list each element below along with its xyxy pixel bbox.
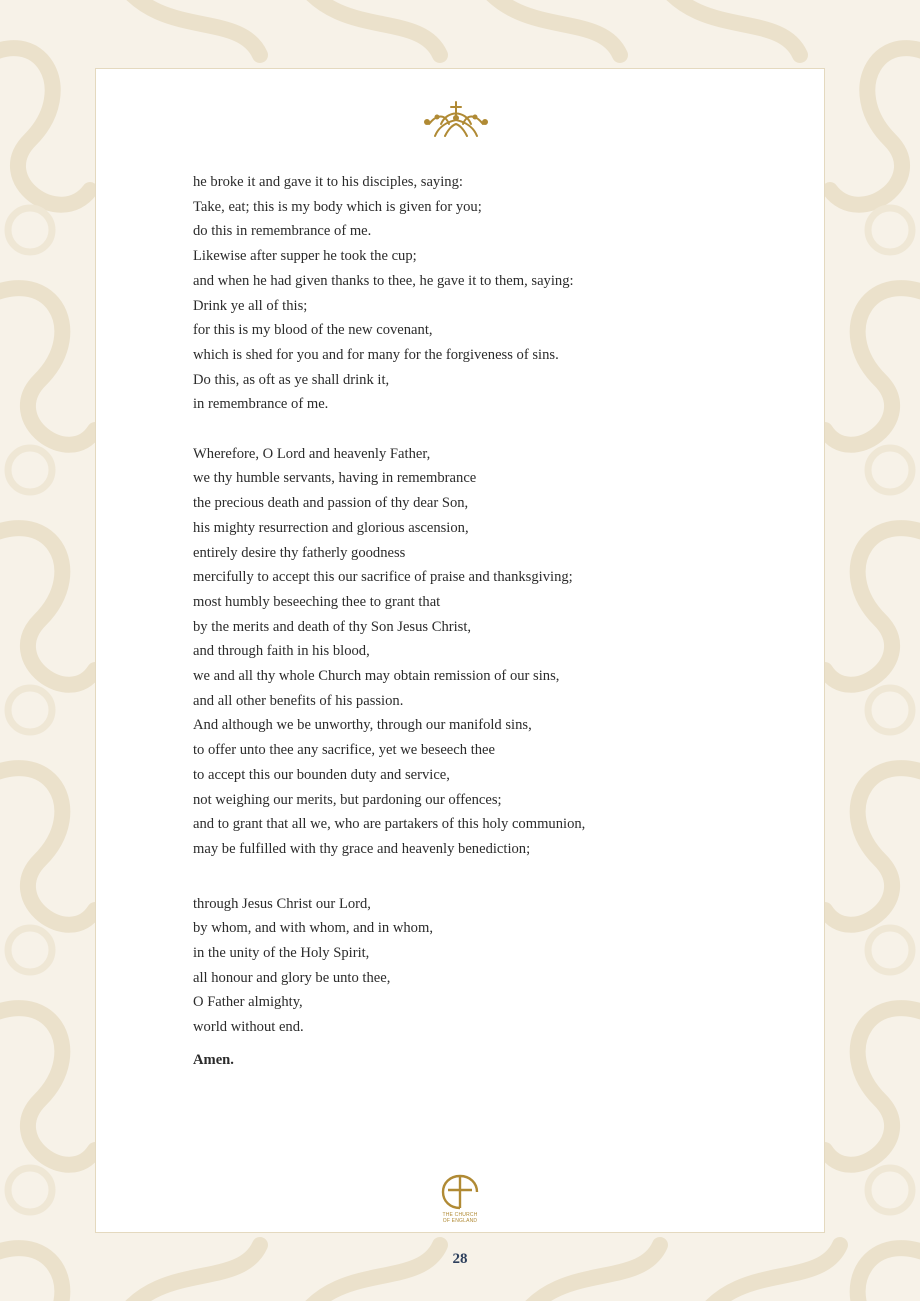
text-line: do this in remembrance of me. (193, 223, 372, 240)
text-line: and to grant that all we, who are partakers of this holy communion, (193, 816, 586, 833)
text-line: all honour and glory be unto thee, (193, 969, 391, 986)
crown-icon (423, 98, 489, 140)
text-line: by whom, and with whom, and in whom, (193, 920, 433, 937)
text-line: and through faith in his blood, (193, 643, 370, 660)
text-line: not weighing our merits, but pardoning our offences; (193, 791, 502, 808)
text-line: which is shed for you and for many for the forgiveness of sins. (193, 346, 559, 363)
stanza-doxology (193, 892, 753, 1040)
text-line: we and all thy whole Church may obtain remission of our sins, (193, 668, 560, 685)
text-line: most humbly beseeching thee to grant that (193, 593, 441, 610)
church-of-england-logo-text: THE CHURCH OF ENGLAND (442, 1212, 478, 1224)
text-line: O Father almighty, (193, 994, 303, 1011)
text-line: Likewise after supper he took the cup; (193, 248, 417, 265)
text-line: his mighty resurrection and glorious ascension, (193, 519, 469, 536)
stanza-institution (193, 170, 753, 417)
page-number: 28 (452, 1251, 468, 1267)
text-line: entirely desire thy fatherly goodness (193, 544, 406, 561)
text-line: Wherefore, O Lord and heavenly Father, (193, 445, 431, 462)
text-line: world without end. (193, 1019, 304, 1036)
text-line: we thy humble servants, having in remembrance (193, 470, 477, 487)
stanza-oblation (193, 442, 753, 862)
text-line: Drink ye all of this; (193, 297, 308, 314)
text-line: and all other benefits of his passion. (193, 692, 404, 709)
text-line: and when he had given thanks to thee, he gave it to them, saying: (193, 272, 574, 289)
amen-response: Amen. (193, 1051, 234, 1068)
text-line: Do this, as oft as ye shall drink it, (193, 371, 390, 388)
text-line: through Jesus Christ our Lord, (193, 895, 371, 912)
text-line: in the unity of the Holy Spirit, (193, 945, 370, 962)
text-line: mercifully to accept this our sacrifice of praise and thanksgiving; (193, 569, 573, 586)
text-line: he broke it and gave it to his disciples, saying: (193, 174, 463, 190)
text-line: And although we be unworthy, through our manifold sins, (193, 717, 532, 734)
prayer-text (193, 170, 753, 1073)
text-line: to accept this our bounden duty and service, (193, 766, 450, 783)
text-line: to offer unto thee any sacrifice, yet we beseech thee (193, 742, 496, 759)
text-line: by the merits and death of thy Son Jesus Christ, (193, 618, 472, 635)
text-line: the precious death and passion of thy dear Son, (193, 495, 469, 512)
text-line: for this is my blood of the new covenant, (193, 322, 433, 339)
text-line: may be fulfilled with thy grace and heavenly benediction; (193, 840, 531, 857)
text-line: Take, eat; this is my body which is given for you; (193, 198, 482, 215)
text-line: in remembrance of me. (193, 396, 329, 413)
